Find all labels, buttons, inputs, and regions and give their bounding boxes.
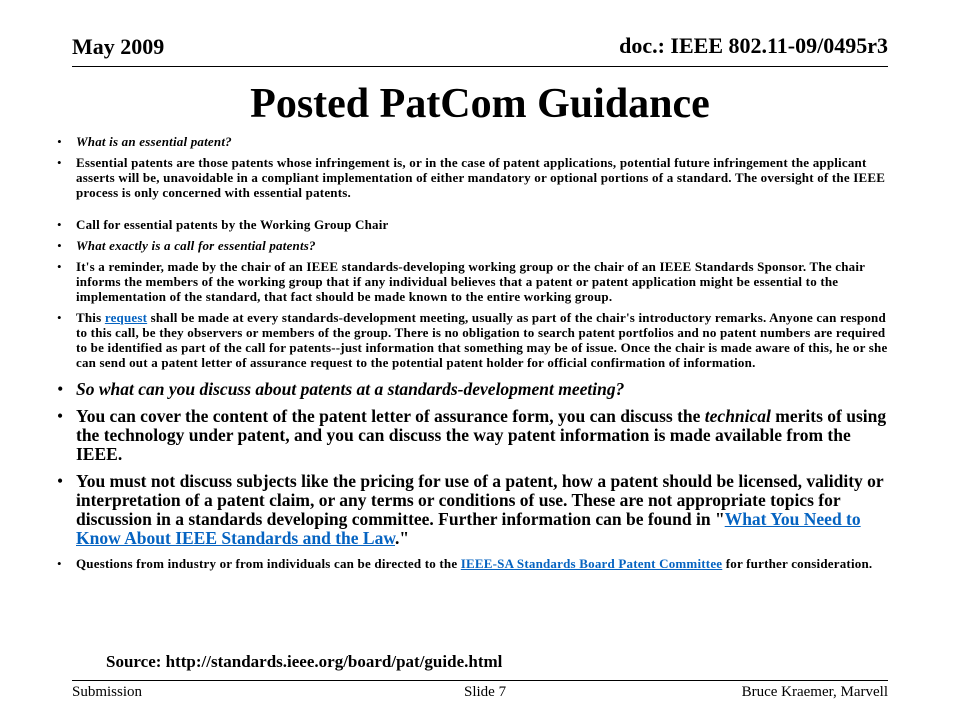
bullet-text: You can cover the content of the patent letter of assurance form, you can discuss the bbox=[76, 406, 705, 426]
bullet-text: merits of using the technology under patent, and you can discuss the way patent information is made available from the IEEE. bbox=[76, 406, 887, 464]
ieee-law-link[interactable]: What You Need to Know About IEEE Standards and the Law bbox=[76, 509, 861, 548]
bullet-essential-definition bbox=[56, 155, 896, 200]
bullet-discuss-question bbox=[56, 380, 896, 399]
header-doc-id: doc.: IEEE 802.11-09/0495r3 bbox=[619, 33, 888, 58]
footer-divider bbox=[72, 680, 888, 681]
bullet-essential-question bbox=[56, 134, 896, 149]
bullet-text: ." bbox=[395, 528, 410, 548]
footer-author: Bruce Kraemer, Marvell bbox=[741, 684, 888, 700]
technical-emphasis: technical bbox=[704, 406, 771, 426]
bullet-text: for further consideration. bbox=[722, 556, 873, 571]
header-divider bbox=[72, 66, 888, 67]
bullet-text: So what can you discuss about patents at a standards-development meeting? bbox=[76, 379, 625, 399]
bullet-request bbox=[56, 310, 896, 370]
bullet-text: Questions from industry or from individuals can be directed to the bbox=[76, 556, 461, 571]
slide-number: Slide 7 bbox=[464, 684, 507, 700]
bullet-text: What exactly is a call for essential patents? bbox=[76, 238, 316, 253]
bullet-can-discuss bbox=[56, 407, 896, 464]
bullet-text: shall be made at every standards-development meeting, usually as part of the chair's introductory remarks. Anyone can respond to this call, be they observers or members of the group. There is no obligation to search patent portfolios and no patent numbers are required to be identified as part of the call for patents--just information that something may be of issue. Once the chair is made aware of this, he or she can send out a patent letter of assurance request to the potential patent holder for official confirmation of information. bbox=[76, 310, 888, 370]
header-date: May 2009 bbox=[72, 34, 165, 59]
bullet-text: You must not discuss subjects like the pricing for use of a patent, how a patent should be licensed, validity or interpretation of a patent claim, or any terms or conditions of use. These are not appropriate topics for discussion in a standards developing committee. Further information can be found in " bbox=[76, 471, 884, 529]
bullet-call-explanation bbox=[56, 259, 896, 304]
source-citation: Source: http://standards.ieee.org/board/pat/guide.html bbox=[106, 652, 503, 671]
bullet-text: This bbox=[76, 310, 105, 325]
bullet-text: It's a reminder, made by the chair of an IEEE standards-developing working group or the chair of an IEEE Standards Sponsor. The chair informs the members of the working group that if any individual believes that a patent or patent application might be essential to the implementation of the standard, that fact should be made known to the entire working group. bbox=[76, 259, 865, 304]
bullet-call-question bbox=[56, 238, 896, 253]
patent-committee-link[interactable]: IEEE-SA Standards Board Patent Committee bbox=[460, 556, 723, 571]
bullet-text: What is an essential patent? bbox=[76, 134, 232, 149]
request-link[interactable]: request bbox=[104, 310, 148, 325]
slide-content bbox=[56, 134, 896, 577]
bullet-text: Essential patents are those patents whose infringement is, or in the case of patent applications, potential future infringement the applicant asserts will be, unavoidable in a compliant implementation of either mandatory or optional portions of a standard. The oversight of the IEEE process is only concerned with essential patents. bbox=[76, 155, 886, 200]
footer-submission: Submission bbox=[72, 684, 143, 700]
bullet-must-not-discuss bbox=[56, 472, 896, 548]
bullet-questions bbox=[56, 556, 896, 571]
bullet-text: Call for essential patents by the Working Group Chair bbox=[76, 217, 389, 232]
bullet-call-for-patents bbox=[56, 217, 896, 232]
slide-title: Posted PatCom Guidance bbox=[250, 81, 710, 127]
